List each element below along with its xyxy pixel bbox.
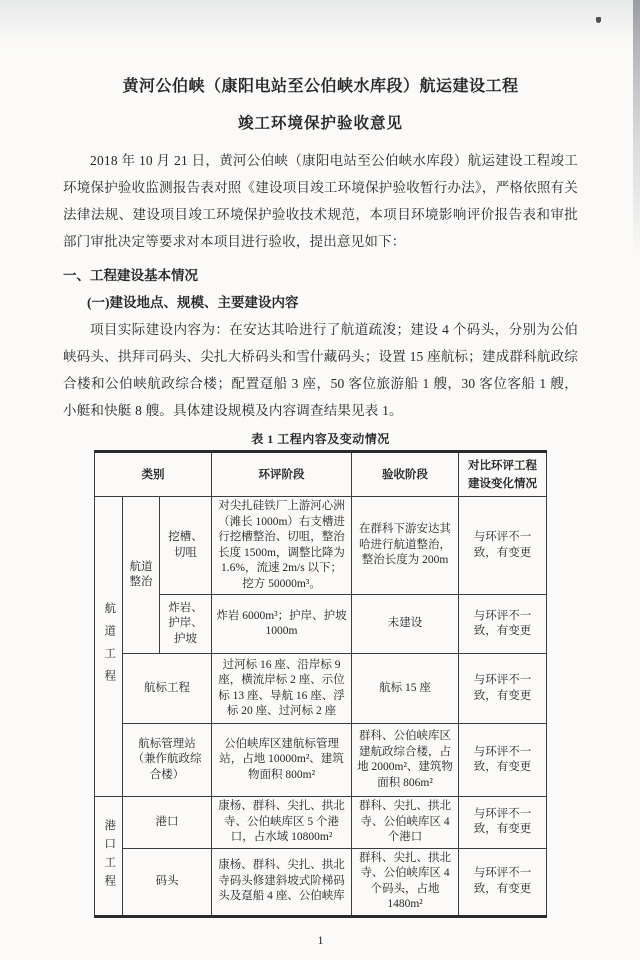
- category-port-engineering: [95, 797, 123, 917]
- table-header-row: [95, 452, 547, 497]
- header-comparison: 对比环评工程建设变化情况: [459, 452, 547, 497]
- category-port-label: 港口工程: [103, 818, 116, 893]
- acceptance-cell: 未建设: [352, 595, 459, 654]
- comparison-cell: 与环评不一致，有变更: [459, 654, 547, 724]
- eia-cell: 康杨、群科、尖扎、拱北寺码头修建斜坡式阶梯码头及趸船 4 座、公伯峡库: [212, 848, 352, 916]
- item-trenching-cutting: 挖槽、切咀: [160, 497, 212, 595]
- intro-paragraph: 2018 年 10 月 21 日，黄河公伯峡（康阳电站至公伯峡水库段）航运建设工程竣工环境保护验收监测报告表对照《建设项目竣工环境保护验收暂行办法》，严格依照有关法律法规、建设项目竣工环境保护验收技术规范，本项目环境影响评价报告表和审批部门审批决定等要求对本项目进行验收，提出意见如下：: [63, 153, 578, 249]
- acceptance-cell: 在群科下游安达其哈进行航道整治，整治长度为 200m: [352, 497, 459, 595]
- construction-paragraph: 项目实际建设内容为：在安达其哈进行了航道疏浚；建设 4 个码头，分别为公伯峡码头、拱拜司码头、尖扎大桥码头和雪什藏码头；设置 15 座航标；建成群科航政综合楼和公伯峡航政综合楼；配置趸船 3 座，50 客位旅游船 1 艘，30 客位客船 1 艘，小艇和快艇 8 艘。具体建设规模及内容调查结果见表 1。: [63, 322, 578, 418]
- section-heading: 一、工程建设基本情况: [63, 268, 198, 283]
- acceptance-cell: 群科、尖扎、拱北寺、公伯峡库区 4 个码头，占地 1480m²: [352, 848, 459, 916]
- subcategory-navigation-mark-works: 航标工程: [123, 654, 212, 724]
- page-number: 1: [317, 932, 324, 947]
- table-row-ports: [95, 797, 547, 849]
- item-blasting-revetment: 炸岩、护岸、护坡: [160, 595, 212, 654]
- acceptance-cell: 群科、公伯峡库区建航政综合楼，占地 2000m²、建筑物面积 806m²: [352, 724, 459, 797]
- comparison-cell: 与环评不一致，有变更: [459, 497, 547, 595]
- acceptance-cell: 群科、尖扎、拱北寺、公伯峡库区 4 个港口: [352, 797, 459, 849]
- header-eia-stage: 环评阶段: [212, 452, 352, 497]
- header-acceptance-stage: 验收阶段: [352, 452, 459, 497]
- document-title-line2: 竣工环境保护验收意见: [237, 115, 403, 132]
- subcategory-mark-management-station: 航标管理站（兼作航政综合楼）: [123, 724, 212, 797]
- comparison-cell: 与环评不一致，有变更: [459, 797, 547, 849]
- subcategory-wharf: 码头: [123, 848, 212, 916]
- category-waterway-engineering: [95, 497, 123, 797]
- comparison-cell: 与环评不一致，有变更: [459, 848, 547, 916]
- header-category: 类别: [95, 452, 212, 497]
- comparison-cell: 与环评不一致，有变更: [459, 724, 547, 797]
- table-row-management-station: [95, 724, 547, 797]
- eia-cell: 康杨、群科、尖扎、拱北寺、公伯峡库区 5 个港口，占水域 10800m²: [212, 797, 352, 849]
- category-waterway-label: 航道工程: [103, 601, 116, 692]
- subcategory-channel-regulation: 航道整治: [123, 497, 160, 654]
- table-row-blasting: [95, 595, 547, 654]
- table-row-dredging: [95, 497, 547, 595]
- subcategory-port: 港口: [123, 797, 212, 849]
- table-row-wharfs: [95, 848, 547, 916]
- eia-cell: 过河标 16 座、沿岸标 9 座，横流岸标 2 座、示位标 13 座、导航 16 座、浮标 20 座、过河标 2 座: [212, 654, 352, 724]
- table-caption: 表 1 工程内容及变动情况: [251, 432, 390, 446]
- table-row-navigation-marks: [95, 654, 547, 724]
- eia-cell: 对尖扎硅铁厂上游河心洲（滩长 1000m）右支槽进行挖槽整治、切咀，整治长度 1500m，调整比降为 1.6%，流速 2m/s 以下；挖方 50000m³。: [212, 497, 352, 595]
- project-change-table: [94, 450, 547, 918]
- comparison-cell: 与环评不一致，有变更: [459, 595, 547, 654]
- acceptance-cell: 航标 15 座: [352, 654, 459, 724]
- eia-cell: 公伯峡库区建航标管理站，占地 10000m²、建筑物面积 800m²: [212, 724, 352, 797]
- eia-cell: 炸岩 6000m³；护岸、护坡 1000m: [212, 595, 352, 654]
- subsection-heading: (一)建设地点、规模、主要建设内容: [87, 295, 299, 310]
- document-title-line1: 黄河公伯峡（康阳电站至公伯峡水库段）航运建设工程: [122, 78, 519, 95]
